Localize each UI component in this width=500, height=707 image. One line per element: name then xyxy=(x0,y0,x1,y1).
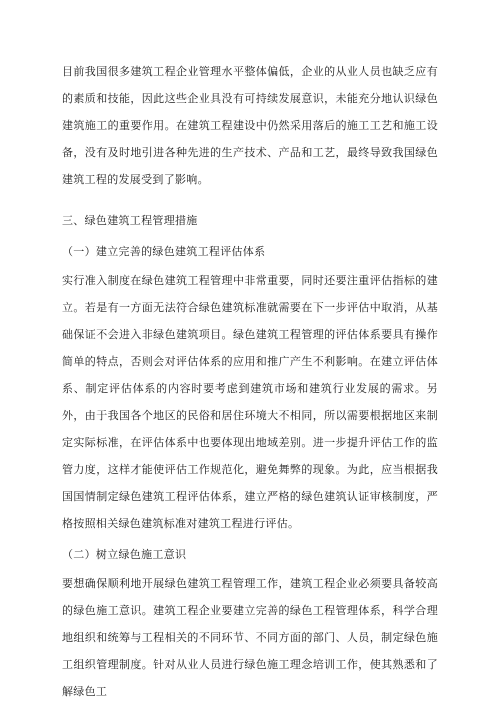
section-heading: 三、绿色建筑工程管理措施 xyxy=(62,214,198,227)
subsection-heading: （一）建立完善的绿色建筑工程评估体系 xyxy=(62,245,266,258)
body-paragraph: 要想确保顺利地开展绿色建筑工程管理工作，建筑工程企业必须要具备较高的绿色施工意识。建筑工程企业要建立完善的绿色工程管理体系，科学合理地组织和统筹与工程相关的不同环节、不同方面的部门、人员，制定绿色施工组织管理制度。针对从业人员进行绿色施工理念培训工作，使其熟悉和了解绿色工 xyxy=(62,577,438,698)
subsection-heading: （二）树立绿色施工意识 xyxy=(62,548,187,561)
body-paragraph: 目前我国很多建筑工程企业管理水平整体偏低，企业的从业人员也缺乏应有的素质和技能，因此这些企业具没有可持续发展意识，未能充分地认识绿色建筑施工的重要作用。在建筑工程建设中仍然采用落后的施工工艺和施工设备，没有及时地引进各种先进的生产技术、产品和工艺，最终导致我国绿色建筑工程的发展受到了影响。 xyxy=(62,65,438,186)
paragraph-gap xyxy=(62,193,438,207)
body-paragraph: 实行准入制度在绿色建筑工程管理中非常重要，同时还要注重评估指标的建立。若是有一方面无法符合绿色建筑标准就需要在下一步评估中取消，从基础保证不会进入非绿色建筑项目。绿色建筑工程管理的评估体系要具有操作简单的特点，否则会对评估体系的应用和推广产生不利影响。在建立评估体系、制定评估体系的内容时要考虑到建筑市场和建筑行业发展的需求。另外，由于我国各个地区的民俗和居住环境大不相同，所以需要根据地区来制定实际标准，在评估体系中也要体现出地域差别。进一步提升评估工作的监管力度，这样才能使评估工作规范化，避免舞弊的现象。为此，应当根据我国国情制定绿色建筑工程评估体系，建立严格的绿色建筑认证审核制度，严格按照相关绿色建筑标准对建筑工程进行评估。 xyxy=(62,274,438,530)
document-page xyxy=(62,58,438,705)
